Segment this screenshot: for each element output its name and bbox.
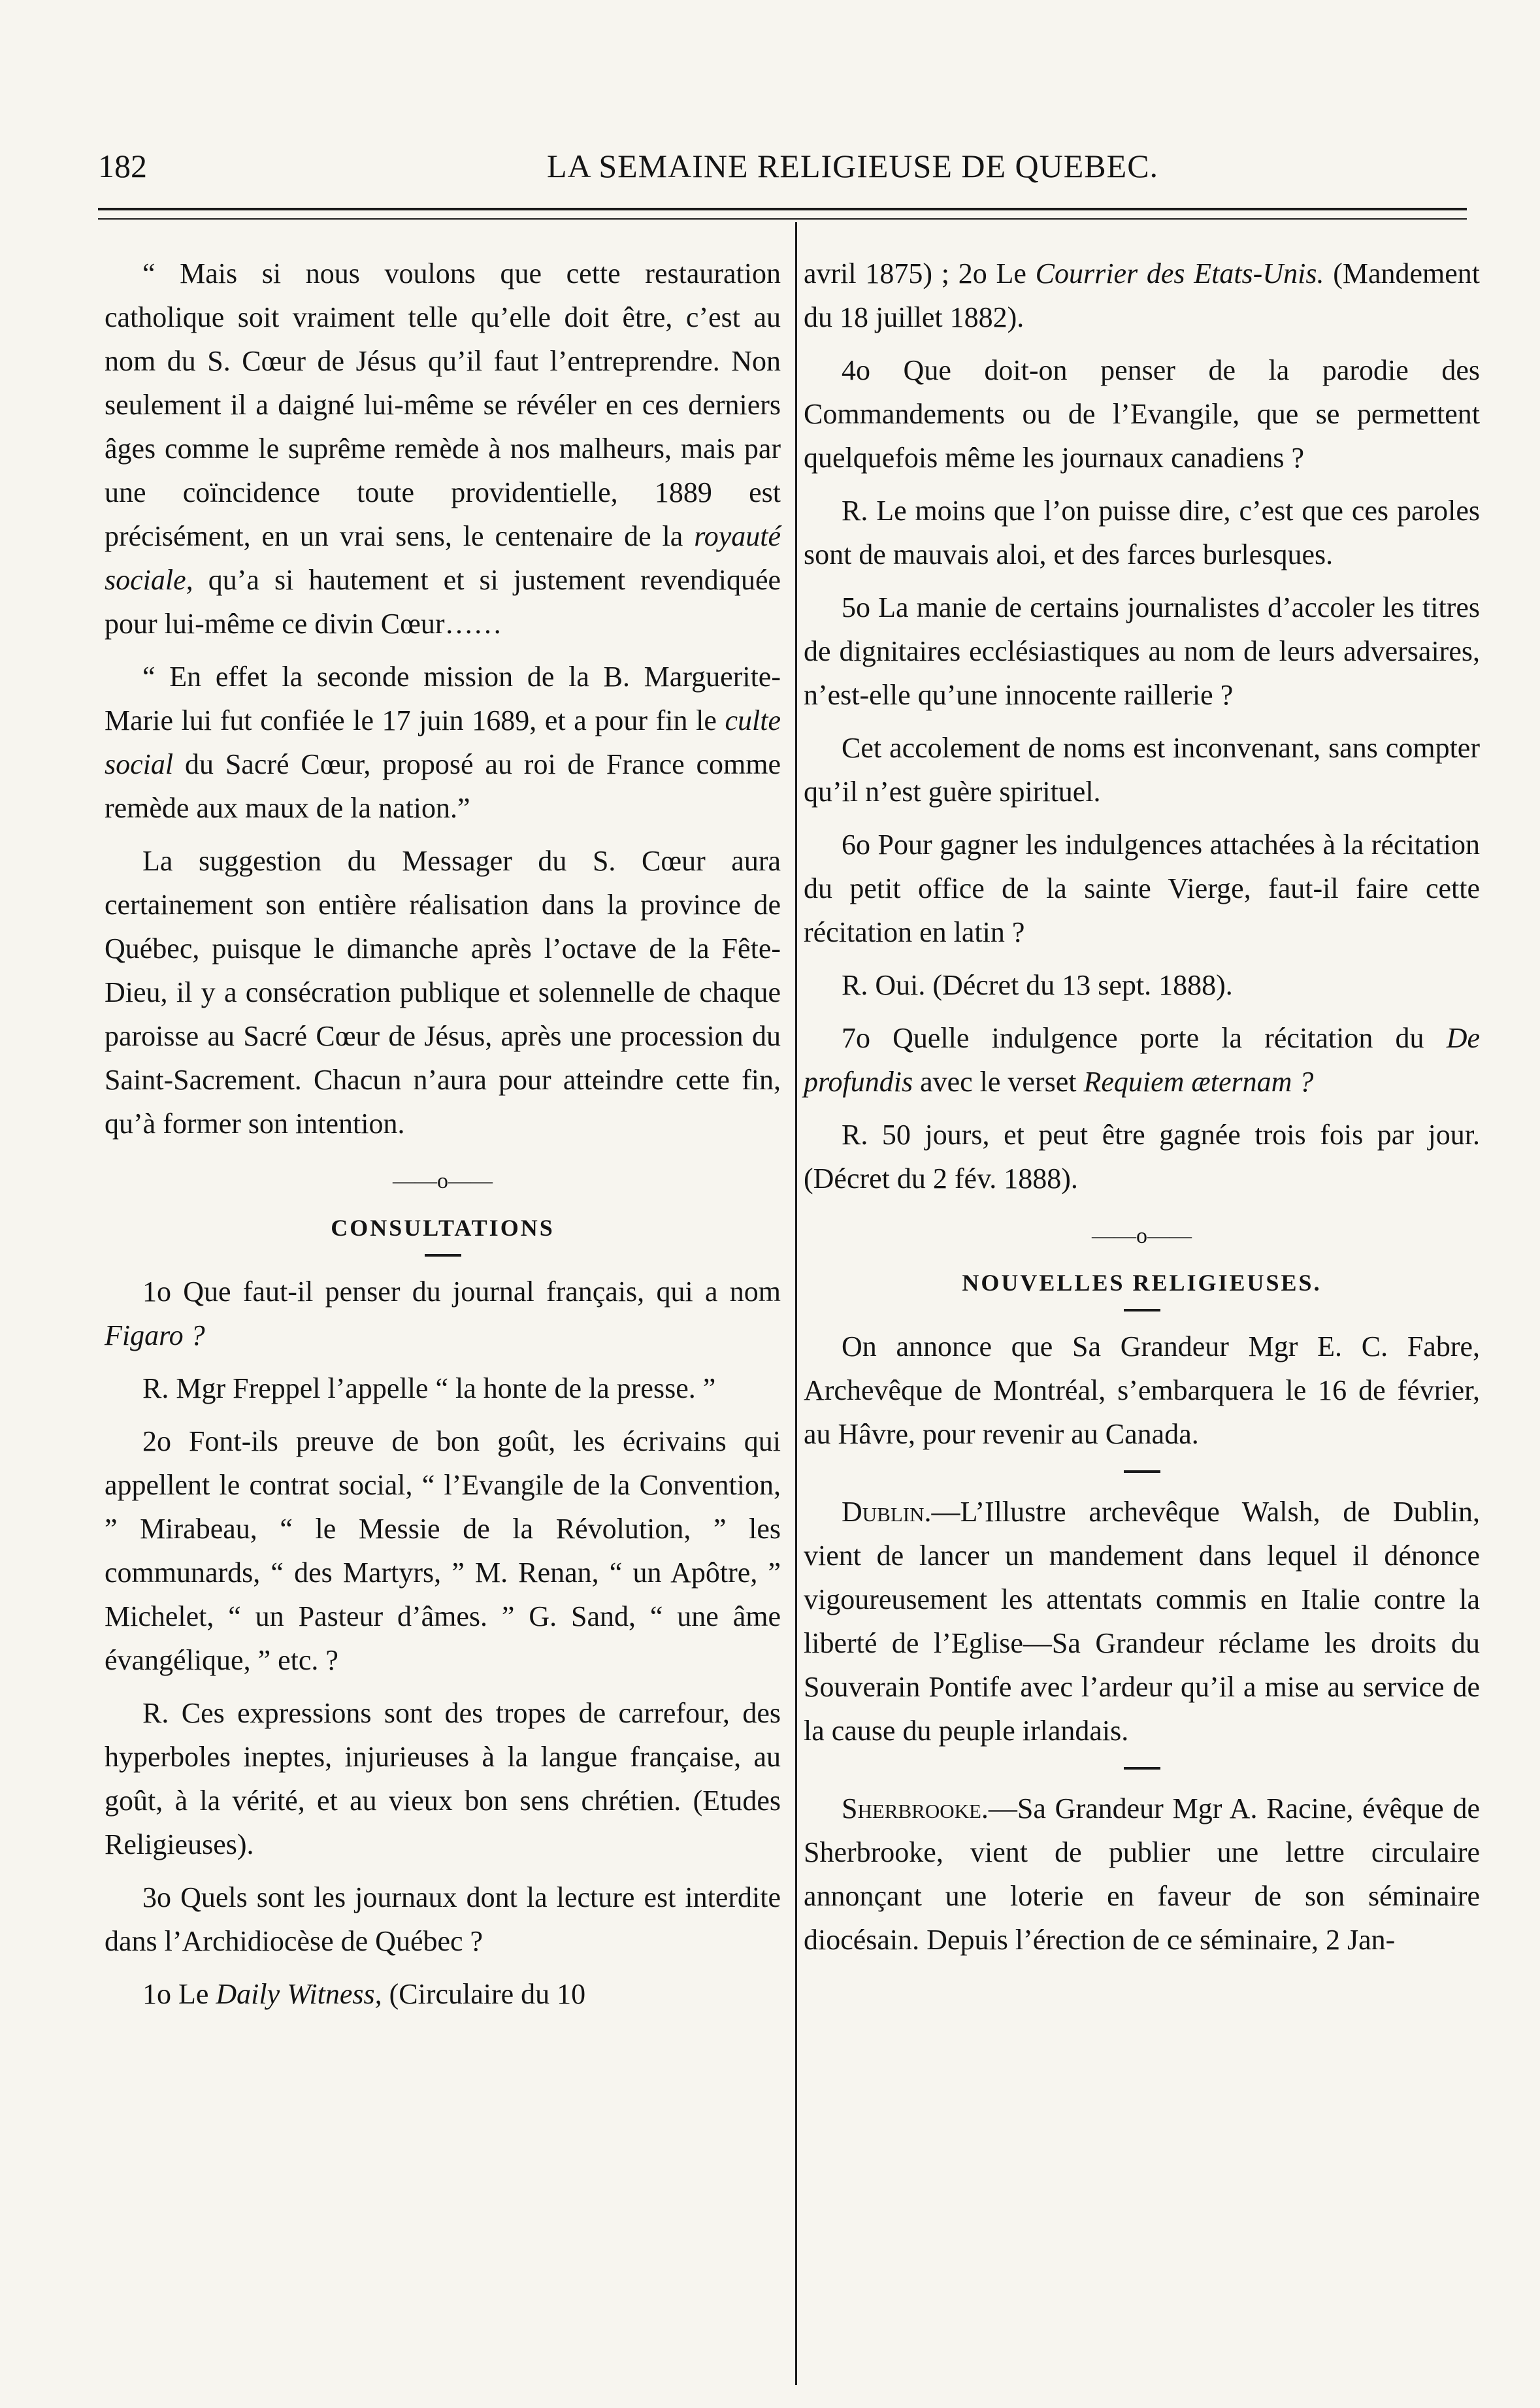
question: 3o Quels sont les journaux dont la lecture est interdite dans l’Archidiocèse de Québec ? [105, 1881, 781, 1957]
heading-dash [425, 1254, 461, 1257]
question: 7o Quelle indulgence porte la récitation du De profundis avec le verset Requiem æternam ? [804, 1022, 1480, 1098]
question: 6o Pour gagner les indulgences attachées à la récitation du petit office de la sainte Vierge, faut-il faire cette récitation en latin ? [804, 829, 1480, 948]
page-header [98, 147, 1467, 199]
consultations-heading: CONSULTATIONS [331, 1215, 555, 1241]
paragraph: “ Mais si nous voulons que cette restauration catholique soit vraiment telle qu’elle doit être, c’est au nom du S. Cœur de Jésus qu’il faut l’entreprendre. Non seulement il a daigné lui-même se révéler en ces derniers âges comme le suprême remède à nos malheurs, mais par une coïncidence toute providentielle, 1889 est précisément, en un vrai sens, le centenaire de la royauté sociale, qu’a si hautement et si justement revendiquée pour lui-même ce divin Cœur…… [105, 257, 781, 640]
paragraph: La suggestion du Messager du S. Cœur aura certainement son entière réalisation dans la province de Québec, puisque le dimanche après l’octave de la Fête-Dieu, il y a consécration publique et solennelle de chaque paroisse au Sacré Cœur de Jésus, après une procession du Saint-Sacrement. Chacun n’aura pour atteindre cette fin, qu’à former son intention. [105, 845, 781, 1140]
page-number: 182 [98, 148, 147, 184]
news-dateline: Dublin. [842, 1496, 932, 1528]
answer: R. Mgr Freppel l’appelle “ la honte de la presse. ” [142, 1372, 716, 1404]
question: 2o Font-ils preuve de bon goût, les écrivains qui appellent le contrat social, “ l’Evangile de la Convention, ” Mirabeau, “ le Messie de la Révolution, ” les communards, “ des Martyrs, ” M. Renan, “ un Apôtre, ” Michelet, “ un Pasteur d’âmes. ” G. Sand, “ une âme évangélique, ” etc. ? [105, 1425, 781, 1676]
answer: 1o Le Daily Witness, (Circulaire du 10 [142, 1978, 586, 2010]
news-item: Dublin.—L’Illustre archevêque Walsh, de Dublin, vient de lancer un mandement dans lequel il dénonce vigoureusement les attentats commis en Italie contre la liberté de l’Eglise—Sa Grandeur réclame les droits du Souverain Pontife avec l’ardeur qu’il a mise au service de la cause du peuple irlandais. [804, 1496, 1480, 1747]
answer: R. Le moins que l’on puisse dire, c’est que ces paroles sont de mauvais aloi, et des farces burlesques. [804, 495, 1480, 570]
section-divider: ——o—— [1092, 1224, 1192, 1248]
answer: R. Ces expressions sont des tropes de carrefour, des hyperboles ineptes, injurieuses à la langue française, au goût, à la vérité, et au vieux bon sens chrétien. (Etudes Religieuses). [105, 1697, 781, 1860]
question: 1o Que faut-il penser du journal français, qui a nom Figaro ? [105, 1276, 781, 1351]
answer: R. 50 jours, et peut être gagnée trois fois par jour. (Décret du 2 fév. 1888). [804, 1119, 1480, 1195]
column-divider [795, 222, 797, 2385]
question: 5o La manie de certains journalistes d’accoler les titres de dignitaires ecclésiastiques au nom de leurs adversaires, n’est-elle qu’une innocente raillerie ? [804, 591, 1480, 711]
news-item: On annonce que Sa Grandeur Mgr E. C. Fabre, Archevêque de Montréal, s’embarquera le 16 de février, au Hâvre, pour revenir au Canada. [804, 1330, 1480, 1450]
heading-dash [1124, 1309, 1160, 1311]
section-divider: ——o—— [393, 1169, 493, 1193]
news-heading: NOUVELLES RELIGIEUSES. [962, 1270, 1322, 1296]
news-item: Sherbrooke.—Sa Grandeur Mgr A. Racine, évêque de Sherbrooke, vient de publier une lettre circulaire annonçant une loterie en faveur de son séminaire diocésain. Depuis l’érection de ce séminaire, 2 Jan- [804, 1792, 1480, 1956]
news-dateline: Sherbrooke. [842, 1792, 989, 1824]
answer: Cet accolement de noms est inconvenant, sans compter qu’il n’est guère spirituel. [804, 732, 1480, 808]
question: 4o Que doit-on penser de la parodie des Commandements ou de l’Evangile, que se permettent quelquefois même les journaux canadiens ? [804, 354, 1480, 474]
header-rule [98, 208, 1467, 220]
answer: R. Oui. (Décret du 13 sept. 1888). [842, 969, 1233, 1001]
paragraph: “ En effet la seconde mission de la B. Marguerite-Marie lui fut confiée le 17 juin 1689, et a pour fin le culte social du Sacré Cœur, proposé au roi de France comme remède aux maux de la nation.” [105, 661, 781, 824]
paragraph: avril 1875) ; 2o Le Courrier des Etats-Unis. (Mandement du 18 juillet 1882). [804, 257, 1481, 333]
item-dash [1124, 1470, 1160, 1473]
right-column [804, 252, 1480, 1971]
running-title: LA SEMAINE RELIGIEUSE DE QUEBEC. [546, 148, 1159, 184]
left-column [105, 252, 781, 2025]
item-dash [1124, 1767, 1160, 1770]
